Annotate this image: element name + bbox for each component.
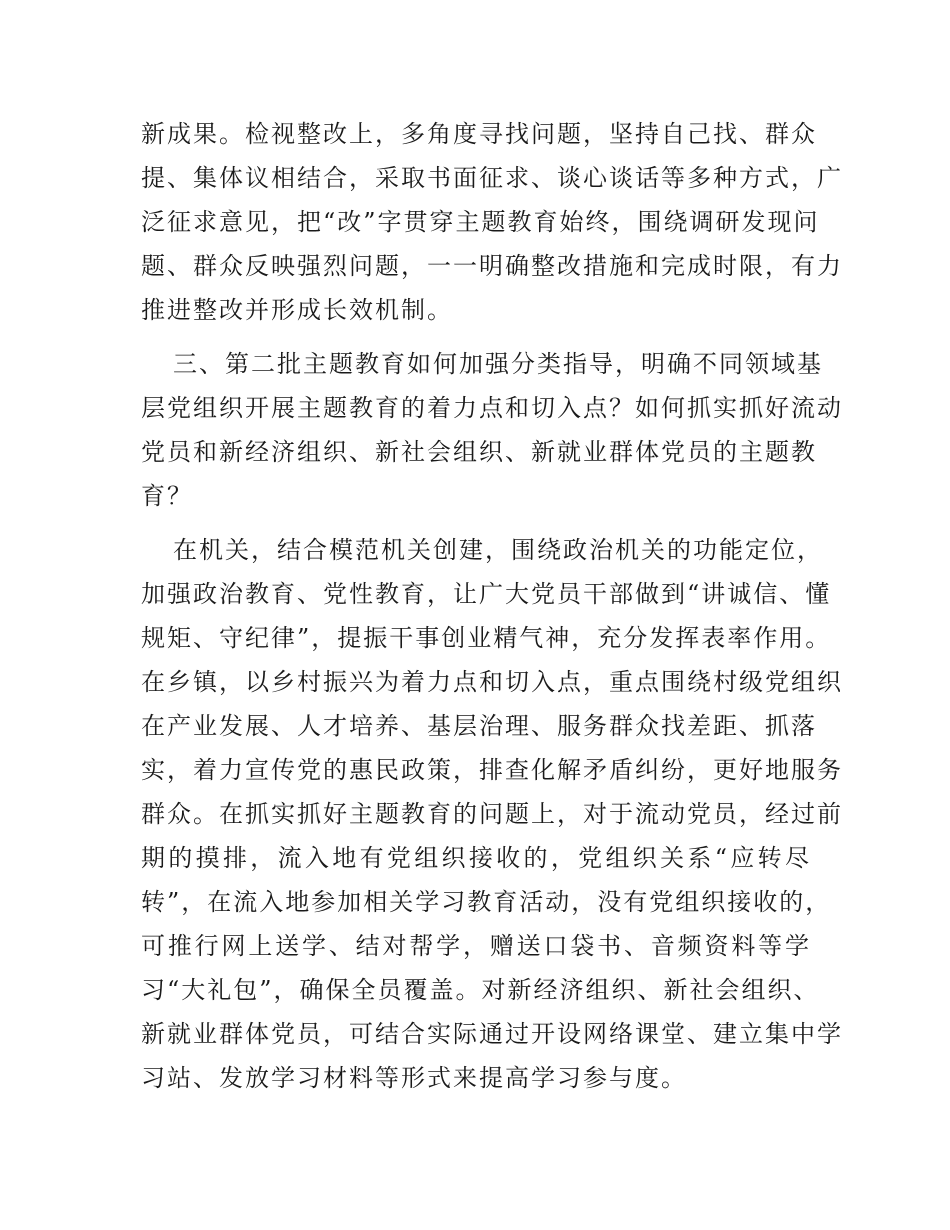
text-line: 党员和新经济组织、新社会组织、新就业群体党员的主题教 [141,438,817,466]
text-line: 实，着力宣传党的惠民政策，排查化解矛盾纠纷，更好地服务 [141,756,843,784]
text-line: 提、集体议相结合，采取书面征求、谈心谈话等多种方式，广 [141,164,843,192]
text-line: 习“大礼包”，确保全员覆盖。对新经济组织、新社会组织、 [141,976,820,1004]
text-line: 层党组织开展主题教育的着力点和切入点？如何抓实抓好流动 [141,394,843,422]
text-line: 推进整改并形成长效机制。 [141,296,453,324]
text-line: 规矩、守纪律”，提振干事创业精气神，充分发挥表率作用。 [141,624,832,652]
text-line: 可推行网上送学、结对帮学，赠送口袋书、音频资料等学 [141,932,811,960]
text-line: 新就业群体党员，可结合实际通过开设网络课堂、建立集中学 [141,1020,843,1048]
text-line: 在乡镇，以乡村振兴为着力点和切入点，重点围绕村级党组织 [141,668,843,696]
text-line: 新成果。检视整改上，多角度寻找问题，坚持自己找、群众 [141,120,817,148]
text-line: 三、第二批主题教育如何加强分类指导，明确不同领域基 [173,350,823,378]
text-line: 加强政治教育、党性教育，让广大党员干部做到“讲诚信、懂 [141,580,832,608]
document-body [141,112,843,1110]
text-line: 育？ [141,482,193,510]
paragraph-rectification [141,112,843,332]
text-line: 在产业发展、人才培养、基层治理、服务群众找差距、抓落 [141,712,817,740]
text-line: 转”，在流入地参加相关学习教育活动，没有党组织接收的， [141,888,832,916]
text-line: 泛征求意见，把“改”字贯穿主题教育始终，围绕调研发现问 [141,208,820,236]
paragraph-answer [141,528,843,1100]
paragraph-question-three [141,342,843,518]
text-line: 期的摸排，流入地有党组织接收的，党组织关系“应转尽 [141,844,811,872]
text-line: 习站、发放学习材料等形式来提高学习参与度。 [141,1064,687,1092]
text-line: 题、群众反映强烈问题，一一明确整改措施和完成时限，有力 [141,252,843,280]
text-line: 群众。在抓实抓好主题教育的问题上，对于流动党员，经过前 [141,800,843,828]
text-line: 在机关，结合模范机关创建，围绕政治机关的功能定位， [173,536,823,564]
